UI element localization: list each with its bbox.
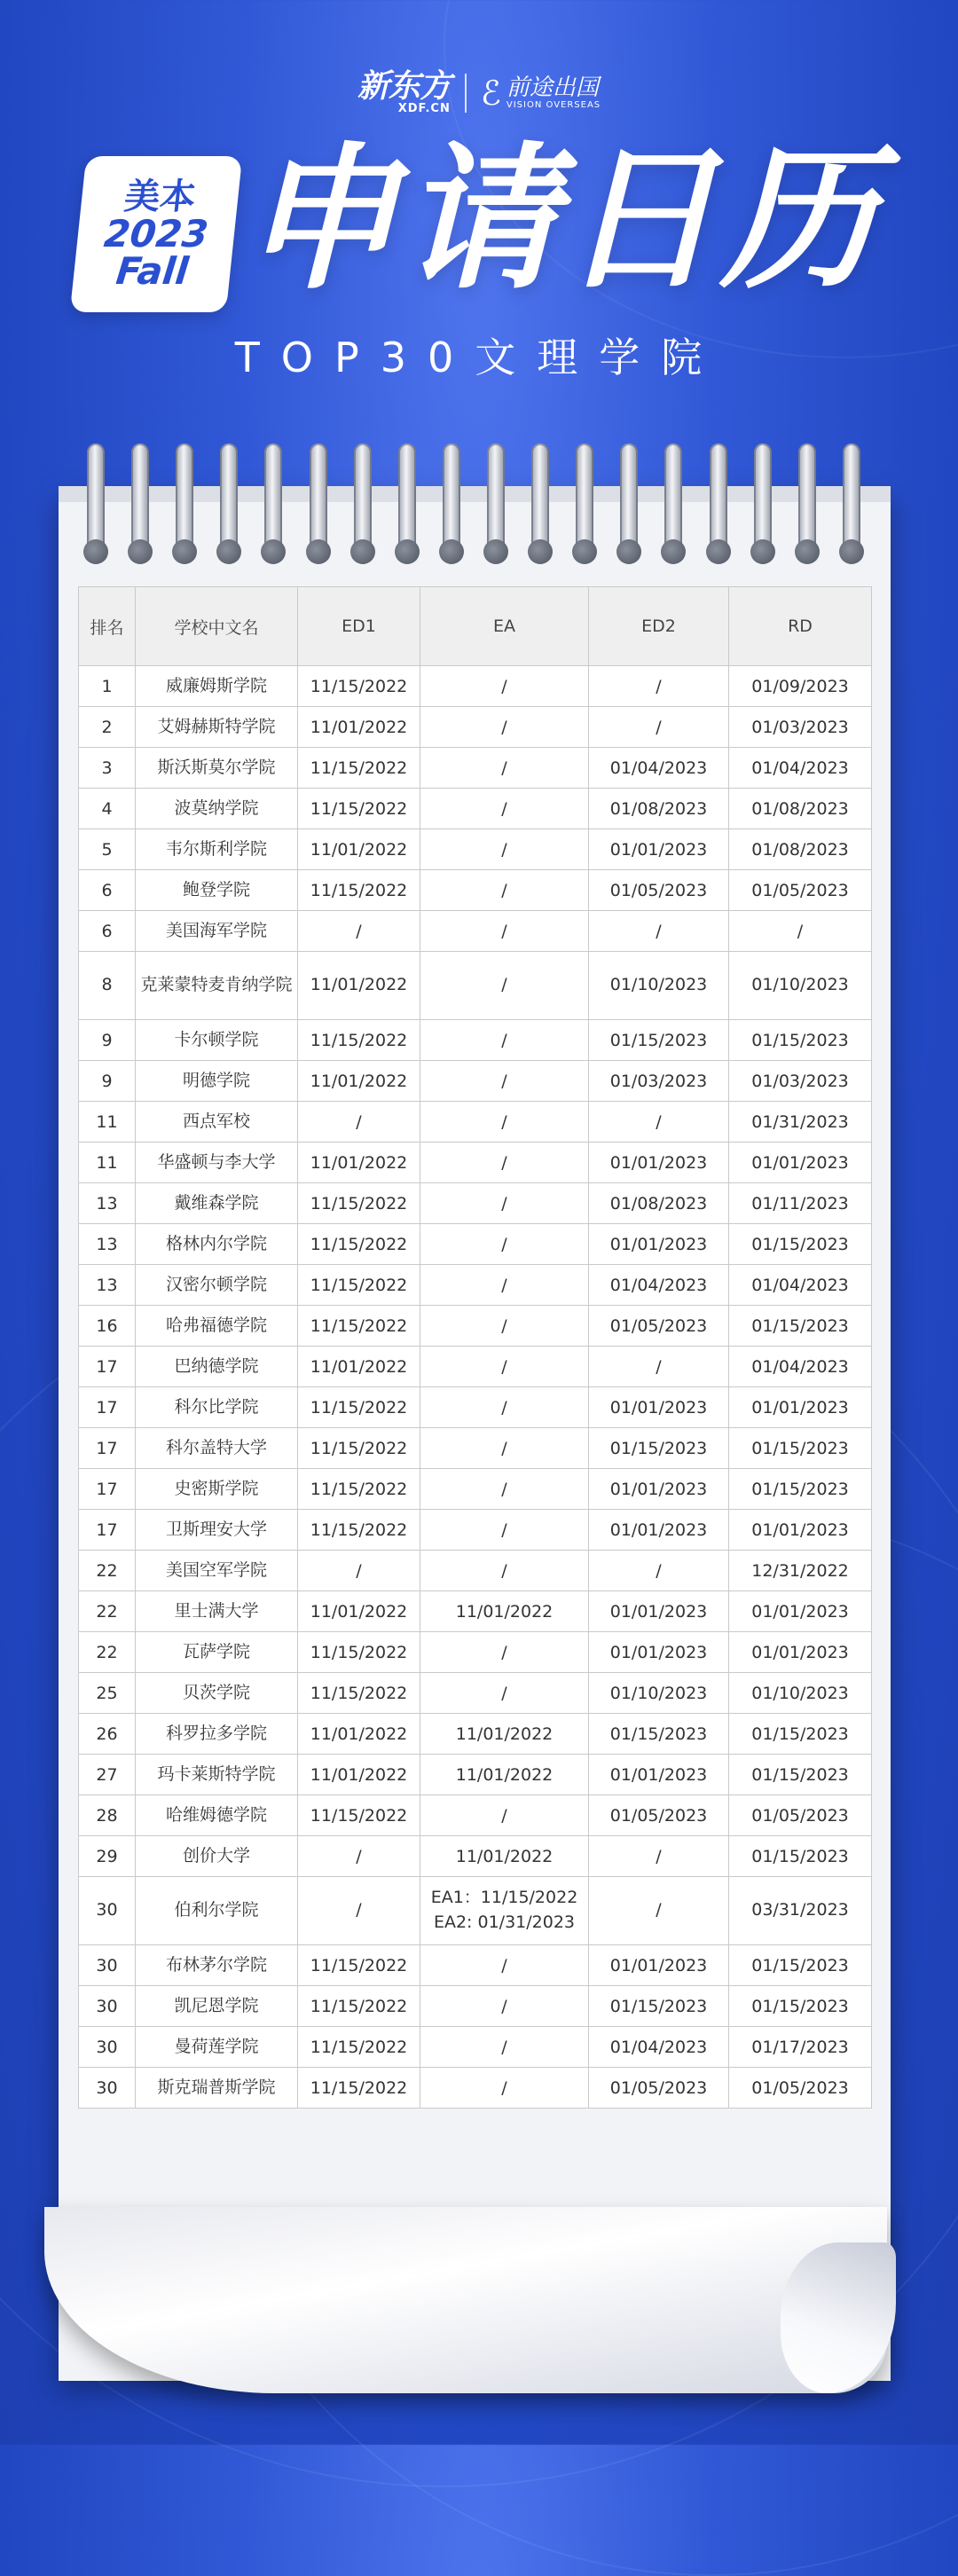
table-header-row: [79, 587, 872, 666]
cell-school-name: 戴维森学院: [136, 1183, 298, 1224]
table-row: [79, 1061, 872, 1102]
cell-rd: 01/05/2023: [729, 870, 872, 911]
table-row: [79, 1224, 872, 1265]
binding-ring: [843, 444, 860, 559]
badge-line-2: 2023: [102, 212, 211, 255]
cell-ed2: 01/01/2023: [589, 1469, 729, 1510]
table-row: [79, 1591, 872, 1632]
column-header-ed1: ED1: [298, 587, 420, 666]
cell-rank: 17: [79, 1469, 136, 1510]
table-row: [79, 1795, 872, 1836]
cell-ed1: 11/15/2022: [298, 1428, 420, 1469]
cell-ea: /: [420, 1061, 589, 1102]
cell-rank: 17: [79, 1428, 136, 1469]
cell-rd: 01/01/2023: [729, 1510, 872, 1551]
cell-ed1: /: [298, 1836, 420, 1877]
cell-rank: 26: [79, 1714, 136, 1755]
cell-school-name: 哈弗福德学院: [136, 1306, 298, 1347]
table-row: [79, 870, 872, 911]
cell-ea: 11/01/2022: [420, 1836, 589, 1877]
cell-rd: 01/05/2023: [729, 1795, 872, 1836]
logo-divider: [465, 74, 467, 113]
cell-rank: 30: [79, 1877, 136, 1945]
cell-school-name: 玛卡莱斯特学院: [136, 1755, 298, 1795]
cell-school-name: 卡尔顿学院: [136, 1020, 298, 1061]
cell-ed1: 11/01/2022: [298, 1061, 420, 1102]
cell-school-name: 科尔比学院: [136, 1387, 298, 1428]
cell-ed1: 11/15/2022: [298, 870, 420, 911]
cell-rank: 9: [79, 1061, 136, 1102]
cell-rank: 30: [79, 2027, 136, 2068]
table-row: [79, 1551, 872, 1591]
cell-ed2: 01/01/2023: [589, 1632, 729, 1673]
binding-ring: [443, 444, 460, 559]
cell-rd: 01/31/2023: [729, 1102, 872, 1143]
table-row: [79, 1755, 872, 1795]
cell-rd: 01/08/2023: [729, 789, 872, 829]
cell-rd: 01/03/2023: [729, 1061, 872, 1102]
page-curl: [44, 2207, 887, 2393]
binding-ring: [131, 444, 149, 559]
cell-ed2: /: [589, 1347, 729, 1387]
cell-rank: 22: [79, 1551, 136, 1591]
cell-ed1: 11/15/2022: [298, 1183, 420, 1224]
cell-ea: /: [420, 829, 589, 870]
cell-school-name: 创价大学: [136, 1836, 298, 1877]
cell-school-name: 科罗拉多学院: [136, 1714, 298, 1755]
binding-ring: [710, 444, 727, 559]
table-row: [79, 2068, 872, 2109]
binding-ring: [354, 444, 372, 559]
cell-ed2: 01/15/2023: [589, 1714, 729, 1755]
table-row: [79, 1306, 872, 1347]
cell-ed2: 01/15/2023: [589, 1986, 729, 2027]
cell-ed1: 11/01/2022: [298, 707, 420, 748]
cell-ed2: /: [589, 707, 729, 748]
cell-school-name: 里士满大学: [136, 1591, 298, 1632]
cell-school-name: 鲍登学院: [136, 870, 298, 911]
cell-rank: 3: [79, 748, 136, 789]
table-row: [79, 1102, 872, 1143]
cell-ea: /: [420, 1183, 589, 1224]
cell-school-name: 贝茨学院: [136, 1673, 298, 1714]
cell-ea: /: [420, 1306, 589, 1347]
cell-rd: 03/31/2023: [729, 1877, 872, 1945]
cell-school-name: 美国海军学院: [136, 911, 298, 952]
cell-ed1: 11/15/2022: [298, 2068, 420, 2109]
cell-ea: /: [420, 789, 589, 829]
table-row: [79, 1143, 872, 1183]
cell-ea: /: [420, 911, 589, 952]
cell-rank: 13: [79, 1183, 136, 1224]
cell-rd: 01/04/2023: [729, 1265, 872, 1306]
cell-rank: 30: [79, 1986, 136, 2027]
cell-rd: 01/15/2023: [729, 1836, 872, 1877]
vision-overseas-logo: [481, 74, 601, 113]
cell-ed2: /: [589, 1877, 729, 1945]
table-row: [79, 1673, 872, 1714]
cell-ed2: /: [589, 1551, 729, 1591]
cell-ed2: 01/01/2023: [589, 1224, 729, 1265]
cell-rank: 1: [79, 666, 136, 707]
table-row: [79, 1945, 872, 1986]
binding-ring: [176, 444, 193, 559]
cell-ed2: 01/05/2023: [589, 1306, 729, 1347]
binding-ring: [264, 444, 282, 559]
cell-ed2: /: [589, 666, 729, 707]
cell-rank: 5: [79, 829, 136, 870]
cell-school-name: 曼荷莲学院: [136, 2027, 298, 2068]
cell-ea: /: [420, 1020, 589, 1061]
cell-rd: 01/11/2023: [729, 1183, 872, 1224]
cell-school-name: 斯沃斯莫尔学院: [136, 748, 298, 789]
cell-ed2: 01/15/2023: [589, 1428, 729, 1469]
binding-ring: [576, 444, 593, 559]
table-row: [79, 707, 872, 748]
cell-school-name: 波莫纳学院: [136, 789, 298, 829]
binding-ring: [664, 444, 682, 559]
table-row: [79, 1510, 872, 1551]
cell-ea: /: [420, 666, 589, 707]
binding-ring: [310, 444, 327, 559]
cell-ea: /: [420, 748, 589, 789]
table-row: [79, 1986, 872, 2027]
cell-school-name: 明德学院: [136, 1061, 298, 1102]
cell-rd: 01/03/2023: [729, 707, 872, 748]
cell-ed2: 01/01/2023: [589, 1387, 729, 1428]
cell-school-name: 克莱蒙特麦肯纳学院: [136, 952, 298, 1020]
cell-ed1: 11/01/2022: [298, 1347, 420, 1387]
cell-rank: 27: [79, 1755, 136, 1795]
cell-rank: 30: [79, 1945, 136, 1986]
cell-rank: 29: [79, 1836, 136, 1877]
cell-ed2: 01/01/2023: [589, 1510, 729, 1551]
table-row: [79, 1714, 872, 1755]
cell-ed2: 01/04/2023: [589, 748, 729, 789]
cell-ed2: 01/05/2023: [589, 870, 729, 911]
table-row: [79, 1632, 872, 1673]
cell-ed1: 11/15/2022: [298, 1632, 420, 1673]
xdf-logo-domain: XDF.CN: [397, 102, 451, 115]
cell-ed1: 11/15/2022: [298, 1510, 420, 1551]
cell-ed1: /: [298, 911, 420, 952]
table-row: [79, 748, 872, 789]
cell-ea: /: [420, 1224, 589, 1265]
cell-school-name: 卫斯理安大学: [136, 1510, 298, 1551]
binding-ring: [220, 444, 238, 559]
table-row: [79, 1387, 872, 1428]
cell-rd: 01/15/2023: [729, 1986, 872, 2027]
cell-ed1: 11/15/2022: [298, 789, 420, 829]
cell-ea: /: [420, 1673, 589, 1714]
table-row: [79, 1428, 872, 1469]
cell-school-name: 伯利尔学院: [136, 1877, 298, 1945]
cell-ed1: /: [298, 1551, 420, 1591]
column-header-rank: 排名: [79, 587, 136, 666]
cell-ea: /: [420, 2027, 589, 2068]
cell-rd: 01/15/2023: [729, 1945, 872, 1986]
cell-ed2: 01/08/2023: [589, 789, 729, 829]
table-row: [79, 1836, 872, 1877]
cell-ed1: 11/15/2022: [298, 666, 420, 707]
cell-rank: 16: [79, 1306, 136, 1347]
cell-rank: 13: [79, 1265, 136, 1306]
cell-school-name: 科尔盖特大学: [136, 1428, 298, 1469]
cell-school-name: 布林茅尔学院: [136, 1945, 298, 1986]
cell-school-name: 华盛顿与李大学: [136, 1143, 298, 1183]
xdf-logo: [357, 68, 451, 115]
badge-line-3: Fall: [114, 249, 191, 293]
cell-rank: 17: [79, 1510, 136, 1551]
application-calendar-table: [78, 586, 872, 2109]
cell-rank: 17: [79, 1387, 136, 1428]
cell-school-name: 西点军校: [136, 1102, 298, 1143]
column-header-ea: EA: [420, 587, 589, 666]
cell-rd: 01/09/2023: [729, 666, 872, 707]
cell-ed2: 01/01/2023: [589, 1945, 729, 1986]
cell-rank: 2: [79, 707, 136, 748]
cell-ed2: 01/04/2023: [589, 1265, 729, 1306]
cell-ed2: 01/01/2023: [589, 1755, 729, 1795]
table-row: [79, 829, 872, 870]
cell-school-name: 巴纳德学院: [136, 1347, 298, 1387]
table-row: [79, 1469, 872, 1510]
column-header-school-name: 学校中文名: [136, 587, 298, 666]
cell-ea: /: [420, 1347, 589, 1387]
cell-ea: /: [420, 1945, 589, 1986]
cell-rd: 01/01/2023: [729, 1143, 872, 1183]
table-row: [79, 2027, 872, 2068]
header-logos: [0, 68, 958, 115]
cell-rank: 22: [79, 1591, 136, 1632]
cell-ed1: 11/15/2022: [298, 1469, 420, 1510]
cell-ea: 11/01/2022: [420, 1714, 589, 1755]
cell-ed2: 01/05/2023: [589, 2068, 729, 2109]
cell-rank: 4: [79, 789, 136, 829]
cell-ea: /: [420, 1143, 589, 1183]
cell-ed1: 11/15/2022: [298, 1020, 420, 1061]
cell-rd: 01/15/2023: [729, 1020, 872, 1061]
cell-ed2: 01/08/2023: [589, 1183, 729, 1224]
cell-ed1: 11/15/2022: [298, 1387, 420, 1428]
cell-ea: /: [420, 1510, 589, 1551]
cell-ed2: 01/01/2023: [589, 1591, 729, 1632]
cell-ed2: 01/10/2023: [589, 1673, 729, 1714]
table-row: [79, 911, 872, 952]
cell-ed1: 11/01/2022: [298, 952, 420, 1020]
cell-rd: 01/17/2023: [729, 2027, 872, 2068]
cell-ea: /: [420, 1102, 589, 1143]
table-row: [79, 952, 872, 1020]
binding-ring: [798, 444, 816, 559]
cell-rank: 17: [79, 1347, 136, 1387]
table-row: [79, 1183, 872, 1224]
cell-rd: 01/15/2023: [729, 1714, 872, 1755]
cell-school-name: 斯克瑞普斯学院: [136, 2068, 298, 2109]
table-row: [79, 1265, 872, 1306]
cell-ea: /: [420, 1469, 589, 1510]
binding-ring: [531, 444, 549, 559]
cell-school-name: 韦尔斯利学院: [136, 829, 298, 870]
cell-ed1: 11/01/2022: [298, 1591, 420, 1632]
page-subtitle: TOP30文理学院: [234, 334, 724, 381]
cell-ea: /: [420, 1551, 589, 1591]
cell-rank: 30: [79, 2068, 136, 2109]
cell-rank: 11: [79, 1102, 136, 1143]
table-row: [79, 1347, 872, 1387]
cell-rd: 01/01/2023: [729, 1632, 872, 1673]
cell-rank: 25: [79, 1673, 136, 1714]
cell-rd: 01/10/2023: [729, 952, 872, 1020]
badge-line-1: 美本: [122, 177, 198, 217]
cell-rank: 22: [79, 1632, 136, 1673]
cell-rank: 28: [79, 1795, 136, 1836]
cell-school-name: 瓦萨学院: [136, 1632, 298, 1673]
xdf-logo-text: 新东方: [357, 68, 451, 105]
cell-ea: /: [420, 2068, 589, 2109]
cell-ed2: 01/04/2023: [589, 2027, 729, 2068]
cell-ed1: 11/15/2022: [298, 1673, 420, 1714]
cell-school-name: 史密斯学院: [136, 1469, 298, 1510]
vision-logo-cn: 前途出国: [506, 74, 599, 101]
cell-ed1: 11/01/2022: [298, 829, 420, 870]
cell-rd: 12/31/2022: [729, 1551, 872, 1591]
cell-ea: /: [420, 1795, 589, 1836]
cell-rd: 01/08/2023: [729, 829, 872, 870]
vision-logo-en: VISION OVERSEAS: [506, 100, 601, 111]
cell-ed2: /: [589, 911, 729, 952]
cell-school-name: 凯尼恩学院: [136, 1986, 298, 2027]
cell-ed2: 01/01/2023: [589, 829, 729, 870]
cell-rank: 9: [79, 1020, 136, 1061]
cell-ea: /: [420, 1387, 589, 1428]
cell-ea: 11/01/2022: [420, 1755, 589, 1795]
cell-ea: /: [420, 1428, 589, 1469]
cell-ea: /: [420, 1632, 589, 1673]
cell-rd: 01/15/2023: [729, 1755, 872, 1795]
cell-rd: 01/10/2023: [729, 1673, 872, 1714]
cell-rd: /: [729, 911, 872, 952]
column-header-rd: RD: [729, 587, 872, 666]
cell-rank: 13: [79, 1224, 136, 1265]
binding-ring: [87, 444, 105, 559]
binding-ring: [620, 444, 638, 559]
cell-ea: EA1：11/15/2022 EA2: 01/31/2023: [420, 1877, 589, 1945]
cell-ed2: 01/05/2023: [589, 1795, 729, 1836]
cell-school-name: 汉密尔顿学院: [136, 1265, 298, 1306]
cell-ea: 11/01/2022: [420, 1591, 589, 1632]
cell-ed1: 11/15/2022: [298, 1265, 420, 1306]
cell-school-name: 格林内尔学院: [136, 1224, 298, 1265]
cell-rd: 01/15/2023: [729, 1224, 872, 1265]
cell-ed1: 11/15/2022: [298, 2027, 420, 2068]
spiral-binding: [87, 444, 860, 568]
cell-rd: 01/04/2023: [729, 1347, 872, 1387]
cell-rank: 6: [79, 911, 136, 952]
cell-rd: 01/15/2023: [729, 1469, 872, 1510]
cell-school-name: 美国空军学院: [136, 1551, 298, 1591]
cell-ed2: 01/10/2023: [589, 952, 729, 1020]
cell-rd: 01/01/2023: [729, 1387, 872, 1428]
binding-ring: [754, 444, 772, 559]
cell-ed2: /: [589, 1836, 729, 1877]
cell-rank: 8: [79, 952, 136, 1020]
cell-ed2: 01/01/2023: [589, 1143, 729, 1183]
cell-ea: /: [420, 1265, 589, 1306]
cell-ed1: 11/01/2022: [298, 1143, 420, 1183]
cell-ea: /: [420, 707, 589, 748]
cell-ed1: /: [298, 1877, 420, 1945]
table-row: [79, 789, 872, 829]
column-header-ed2: ED2: [589, 587, 729, 666]
cell-ed2: 01/03/2023: [589, 1061, 729, 1102]
cell-rd: 01/15/2023: [729, 1306, 872, 1347]
cell-ea: /: [420, 870, 589, 911]
cell-ed1: /: [298, 1102, 420, 1143]
cell-ed1: 11/15/2022: [298, 1986, 420, 2027]
cell-ed1: 11/15/2022: [298, 748, 420, 789]
cell-ed1: 11/01/2022: [298, 1755, 420, 1795]
cell-rd: 01/15/2023: [729, 1428, 872, 1469]
cell-ed2: 01/15/2023: [589, 1020, 729, 1061]
cell-ed1: 11/15/2022: [298, 1945, 420, 1986]
cell-rd: 01/01/2023: [729, 1591, 872, 1632]
binding-ring: [487, 444, 505, 559]
table-row: [79, 1877, 872, 1945]
cell-rank: 11: [79, 1143, 136, 1183]
fall-2023-badge: [70, 156, 242, 312]
cell-school-name: 艾姆赫斯特学院: [136, 707, 298, 748]
table-row: [79, 666, 872, 707]
cell-school-name: 哈维姆德学院: [136, 1795, 298, 1836]
cell-ed2: /: [589, 1102, 729, 1143]
cell-rd: 01/04/2023: [729, 748, 872, 789]
cell-ed1: 11/15/2022: [298, 1306, 420, 1347]
cell-rank: 6: [79, 870, 136, 911]
cell-ea: /: [420, 1986, 589, 2027]
cell-ed1: 11/15/2022: [298, 1224, 420, 1265]
binding-ring: [398, 444, 416, 559]
vision-logo-icon: ℰ: [480, 73, 501, 113]
cell-ed1: 11/01/2022: [298, 1714, 420, 1755]
cell-ed1: 11/15/2022: [298, 1795, 420, 1836]
cell-school-name: 威廉姆斯学院: [136, 666, 298, 707]
cell-rd: 01/05/2023: [729, 2068, 872, 2109]
table-row: [79, 1020, 872, 1061]
cell-ea: /: [420, 952, 589, 1020]
page-title: 申请日历: [241, 129, 881, 310]
